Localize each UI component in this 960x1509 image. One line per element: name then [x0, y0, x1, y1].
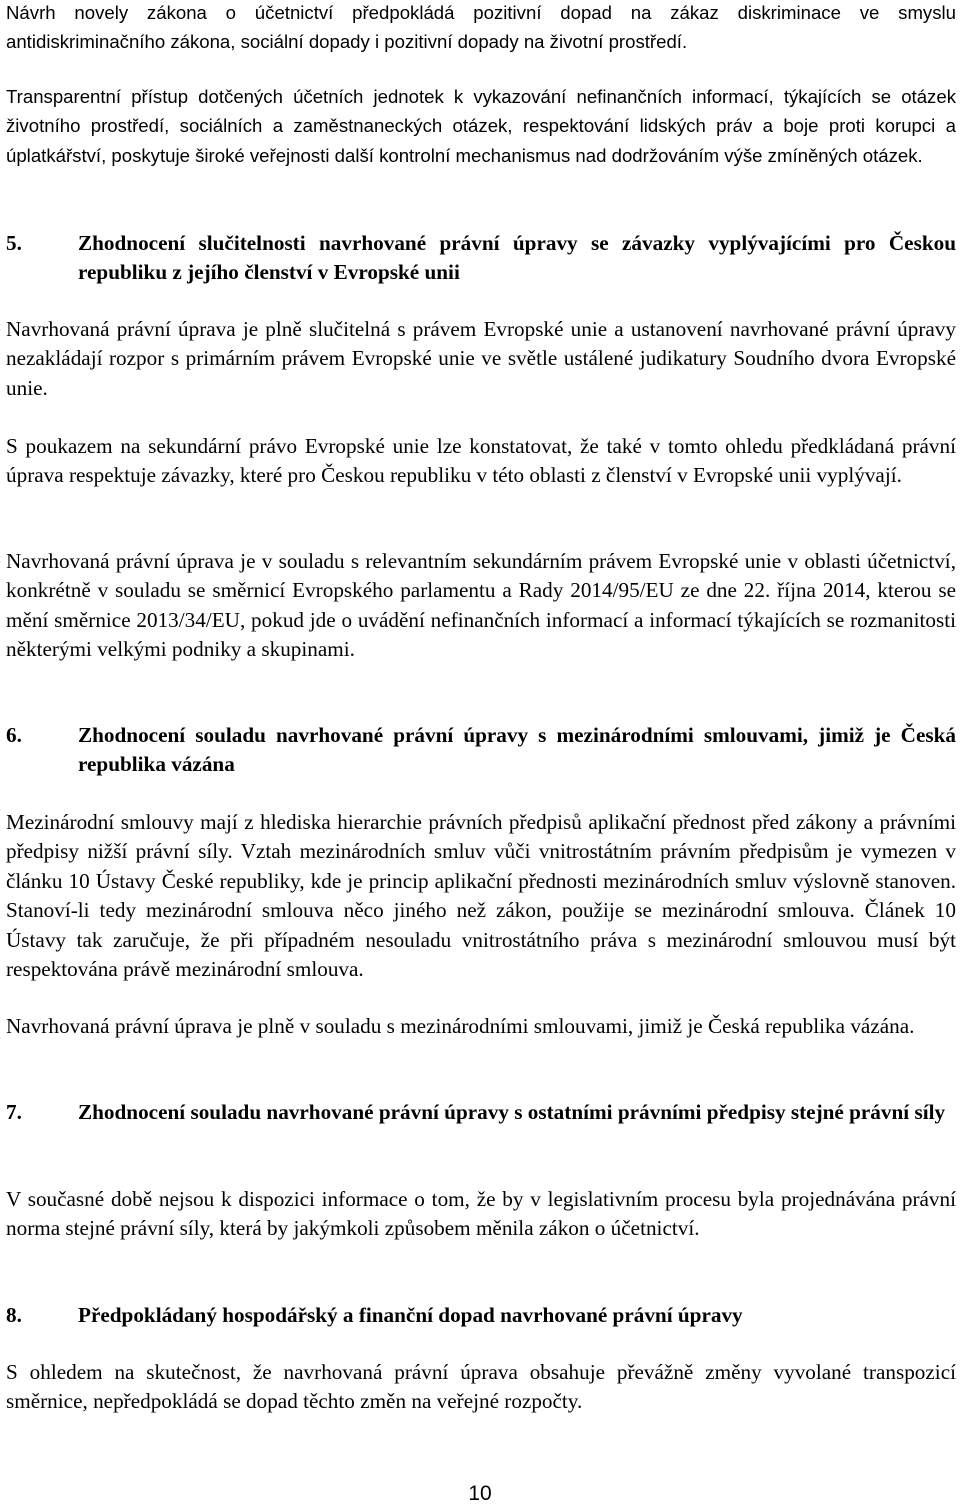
section-7-paragraph-1: V současné době nejsou k dispozici informace o tom, že by v legislativním procesu byla projednávána právní norma stejné právní síly, která by jakýmkoli způsobem měnila zákon o účetnictví. — [6, 1187, 956, 1241]
section-6-number: 6. — [6, 723, 22, 747]
intro-paragraph-2: Transparentní přístup dotčených účetních jednotek k vykazování nefinančních informací, týkajících se otázek životního prostředí, sociálních a zaměstnaneckých otázek, respektování lidských práv a boje proti korupci a úplatkářství, poskytuje široké veřejnosti další kontrolní mechanismus nad dodržováním výše zmíněných otázek. — [6, 86, 956, 166]
section-8-paragraph-1: S ohledem na skutečnost, že navrhovaná právní úprava obsahuje převážně změny vyvolané transpozicí směrnice, nepředpokládá se dopad těchto změn na veřejné rozpočty. — [6, 1360, 956, 1414]
section-8-heading — [6, 1301, 956, 1330]
section-7-number: 7. — [6, 1100, 22, 1124]
section-8-number: 8. — [6, 1303, 22, 1327]
section-6-title: Zhodnocení souladu navrhované právní úpravy s mezinárodními smlouvami, jimiž je Česká republika vázána — [78, 723, 956, 777]
section-7-heading — [6, 1098, 956, 1127]
intro-paragraph-1: Návrh novely zákona o účetnictví předpokládá pozitivní dopad na zákaz diskriminace ve smyslu antidiskriminačního zákona, sociální dopady i pozitivní dopady na životní prostředí. — [6, 2, 956, 53]
section-7-title: Zhodnocení souladu navrhované právní úpravy s ostatními právními předpisy stejné právní síly — [78, 1100, 946, 1124]
section-8-title: Předpokládaný hospodářský a finanční dopad navrhované právní úpravy — [78, 1303, 743, 1327]
section-5-title: Zhodnocení slučitelnosti navrhované právní úpravy se závazky vyplývajícími pro Českou republiku z jejího členství v Evropské unii — [78, 231, 956, 285]
section-5-paragraph-3: Navrhovaná právní úprava je v souladu s relevantním sekundárním právem Evropské unie v oblasti účetnictví, konkrétně v souladu se směrnicí Evropského parlamentu a Rady 2014/95/EU ze dne 22. října 2014, kterou se mění směrnice 2013/34/EU, pokud jde o uvádění nefinančních informací a informací týkajících se rozmanitosti některými velkými podniky a skupinami. — [6, 549, 956, 662]
section-5-paragraph-1: Navrhovaná právní úprava je plně slučitelná s právem Evropské unie a ustanovení navrhované právní úpravy nezakládají rozpor s primárním právem Evropské unie ve světle ustálené judikatury Soudního dvora Evropské unie. — [6, 317, 956, 400]
section-6-paragraph-2: Navrhovaná právní úprava je plně v souladu s mezinárodními smlouvami, jimiž je Česká republika vázána. — [6, 1014, 915, 1038]
section-5-heading — [6, 229, 956, 288]
section-5-number: 5. — [6, 231, 22, 255]
section-6-paragraph-1: Mezinárodní smlouvy mají z hlediska hierarchie právních předpisů aplikační přednost před zákony a právními předpisy nižší právní síly. Vztah mezinárodních smluv vůči vnitrostátním právním předpisům je vymezen v článku 10 Ústavy České republiky, kde je princip aplikační přednosti mezinárodních smluv výslovně stanoven. Stanoví-li tedy mezinárodní smlouva něco jiného než zákon, použije se mezinárodní smlouva. Článek 10 Ústavy tak zaručuje, že při případném nesouladu vnitrostátního práva s mezinárodní smlouvou musí být respektována právě mezinárodní smlouva. — [6, 810, 956, 982]
section-5-paragraph-2: S poukazem na sekundární právo Evropské unie lze konstatovat, že také v tomto ohledu předkládaná právní úprava respektuje závazky, které pro Českou republiku v této oblasti z členství v Evropské unii vyplývají. — [6, 434, 956, 488]
page-number: 10 — [468, 1482, 492, 1505]
section-6-heading — [6, 721, 956, 780]
